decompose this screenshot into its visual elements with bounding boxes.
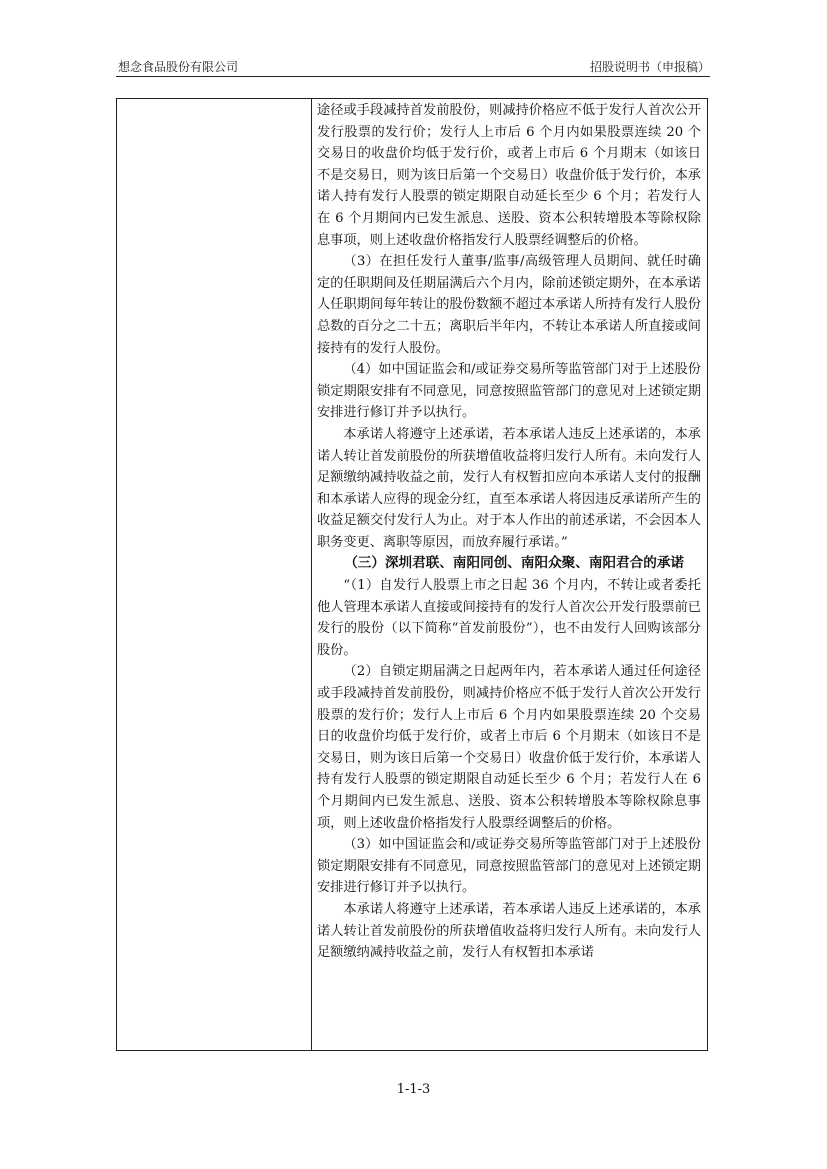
table-right-column	[313, 100, 703, 964]
paragraph: 本承诺人将遵守上述承诺，若本承诺人违反上述承诺的，本承诺人转让首发前股份的所获增值收益将归发行人所有。未向发行人足额缴纳减持收益之前，发行人有权暂扣本承诺	[317, 901, 701, 961]
paragraph: （2）自锁定期届满之日起两年内，若本承诺人通过任何途径或手段减持首发前股份，则减持价格应不低于发行人首次公开发行股票的发行价；发行人上市后 6 个月内如果股票连续 20 个交易日的收盘价均低于发行价，或者上市后 6 个月期末（如该日不是交易日，则为该日后第一个交易日）收盘价低于发行价，本承诺人持有发行人股票的锁定期限自动延长至少 6 个月；若发行人在 6 个月期间内已发生派息、送股、资本公积转增股本等除权除息事项，则上述收盘价格指发行人股票经调整后的价格。	[317, 664, 701, 831]
table-left-column	[117, 99, 312, 1050]
header-document-title: 招股说明书（申报稿）	[589, 60, 710, 74]
page-header	[118, 56, 710, 76]
header-company-name: 想念食品股份有限公司	[118, 60, 239, 74]
paragraph: 本承诺人将遵守上述承诺，若本承诺人违反上述承诺的，本承诺人转让首发前股份的所获增值收益将归发行人所有。未向发行人足额缴纳减持收益之前，发行人有权暂扣应向本承诺人支付的报酬和本承诺人应得的现金分红，直至本承诺人将因违反承诺所产生的收益足额交付发行人为止。对于本人作出的前述承诺，不会因本人职务变更、离职等原因，而放弃履行承诺。”	[317, 426, 701, 550]
page-number: 1-1-3	[396, 1082, 431, 1097]
paragraph: （4）如中国证监会和/或证券交易所等监管部门对于上述股份锁定期限安排有不同意见，同意按照监管部门的意见对上述锁定期安排进行修订并予以执行。	[317, 362, 701, 421]
paragraph: （3）如中国证监会和/或证券交易所等监管部门对于上述股份锁定期限安排有不同意见，同意按照监管部门的意见对上述锁定期安排进行修订并予以执行。	[317, 837, 701, 896]
commitment-table	[116, 98, 708, 1051]
paragraph: （3）在担任发行人董事/监事/高级管理人员期间、就任时确定的任职期间及任期届满后六个月内，除前述锁定期外，在本承诺人任职期间每年转让的股份数额不超过本承诺人所持有发行人股份总数的百分之二十五；离职后半年内，不转让本承诺人所直接或间接持有的发行人股份。	[317, 254, 701, 356]
section-heading: （三）深圳君联、南阳同创、南阳众聚、南阳君合的承诺	[344, 555, 685, 572]
paragraph: 途径或手段减持首发前股份，则减持价格应不低于发行人首次公开发行股票的发行价；发行人上市后 6 个月内如果股票连续 20 个交易日的收盘价均低于发行价，或者上市后 6 个月期末（如该日不是交易日，则为该日后第一个交易日）收盘价低于发行价，本承诺人持有发行人股票的锁定期限自动延长至少 6 个月；若发行人在 6 个月期间内已发生派息、送股、资本公积转增股本等除权除息事项，则上述收盘价格指发行人股票经调整后的价格。	[317, 103, 701, 248]
paragraph: “（1）自发行人股票上市之日起 36 个月内，不转让或者委托他人管理本承诺人直接或间接持有的发行人首次公开发行股票前已发行的股份（以下简称“首发前股份”），也不由发行人回购该部分股份。	[317, 578, 701, 658]
header-rule	[116, 76, 710, 77]
